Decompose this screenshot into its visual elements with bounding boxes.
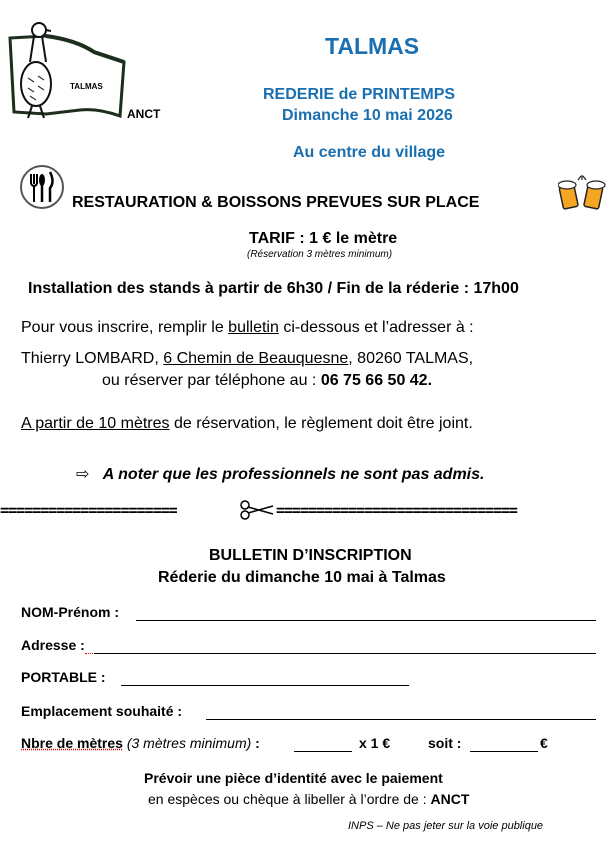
contact-name: Thierry LOMBARD, <box>21 350 164 367</box>
nom-field[interactable] <box>136 606 596 621</box>
cutlery-icon <box>19 164 65 210</box>
nom-label: NOM-Prénom : <box>21 604 119 620</box>
org-name: ANCT <box>127 107 161 121</box>
bulletin-link: bulletin <box>228 319 279 336</box>
phone-pre: ou réserver par téléphone au : <box>102 372 321 389</box>
euro-sign: € <box>540 735 548 751</box>
tarif-note: (Réservation 3 mètres minimum) <box>247 249 393 260</box>
arrow-right-icon: ⇨ <box>76 466 90 483</box>
contact-street: 6 Chemin de Beauquesne <box>163 350 349 367</box>
cut-left: ====================== <box>0 501 177 519</box>
piece-text: Prévoir une pièce d’identité avec le paiement <box>144 770 443 786</box>
pros-line <box>76 464 484 484</box>
portable-field[interactable] <box>121 671 409 686</box>
inscrire-text <box>21 319 474 337</box>
nbre-label: Nbre de mètres <box>21 735 123 751</box>
talmas-logo <box>6 18 126 120</box>
event-location: Au centre du village <box>293 144 446 161</box>
adresse-label: Adresse : <box>21 637 85 653</box>
cut-right: ============================== <box>276 501 517 519</box>
phone-number: 06 75 66 50 42. <box>320 372 433 389</box>
form-title: BULLETIN D’INSCRIPTION <box>209 547 412 564</box>
soit-field[interactable] <box>470 737 538 752</box>
footer-note: INPS – Ne pas jeter sur la voie publique <box>348 820 544 832</box>
logo-text: TALMAS <box>70 82 103 91</box>
partridge-flag-icon <box>6 18 126 120</box>
event-title: REDERIE de PRINTEMPS <box>263 86 456 103</box>
nbre-field[interactable] <box>294 737 352 752</box>
emplacement-field[interactable] <box>206 705 596 720</box>
restauration-text: RESTAURATION & BOISSONS PREVUES SUR PLACE <box>72 194 480 211</box>
inscrire-pre: Pour vous inscrire, remplir le <box>21 319 229 336</box>
nbre-row <box>21 735 260 751</box>
paiement-org: ANCT <box>430 791 470 807</box>
reglement-text <box>21 415 473 433</box>
contact-address <box>21 350 473 368</box>
event-date: Dimanche 10 mai 2026 <box>282 107 453 124</box>
adresse-field[interactable] <box>94 639 596 654</box>
pros-text: A noter que les professionnels ne sont pas admis. <box>102 466 485 483</box>
scissors-icon <box>240 500 274 520</box>
cut-line <box>0 500 607 522</box>
phone-line <box>102 372 432 390</box>
tarif-text: TARIF : 1 € le mètre <box>249 230 398 247</box>
portable-label: PORTABLE : <box>21 669 106 685</box>
paiement-pre: en espèces ou chèque à libeller à l’ordre de : <box>148 791 431 807</box>
beer-mugs-icon <box>558 174 606 212</box>
x1-text: x 1 € <box>359 735 391 751</box>
inscrire-post: ci-dessous et l’adresser à : <box>278 319 474 336</box>
emplacement-label: Emplacement souhaité : <box>21 703 183 719</box>
contact-city: , 80260 TALMAS, <box>348 350 474 367</box>
soit-label: soit : <box>428 735 462 751</box>
installation-text: Installation des stands à partir de 6h30 / Fin de la réderie : 17h00 <box>28 280 519 297</box>
paiement-line <box>148 791 469 807</box>
form-subtitle: Réderie du dimanche 10 mai à Talmas <box>158 569 446 586</box>
nbre-note: (3 mètres minimum) <box>126 735 252 751</box>
nbre-colon: : <box>251 735 260 751</box>
reglement-rest: de réservation, le règlement doit être joint. <box>169 415 473 432</box>
reglement-underlined: A partir de 10 mètres <box>21 415 170 432</box>
town-title: TALMAS <box>325 33 420 59</box>
